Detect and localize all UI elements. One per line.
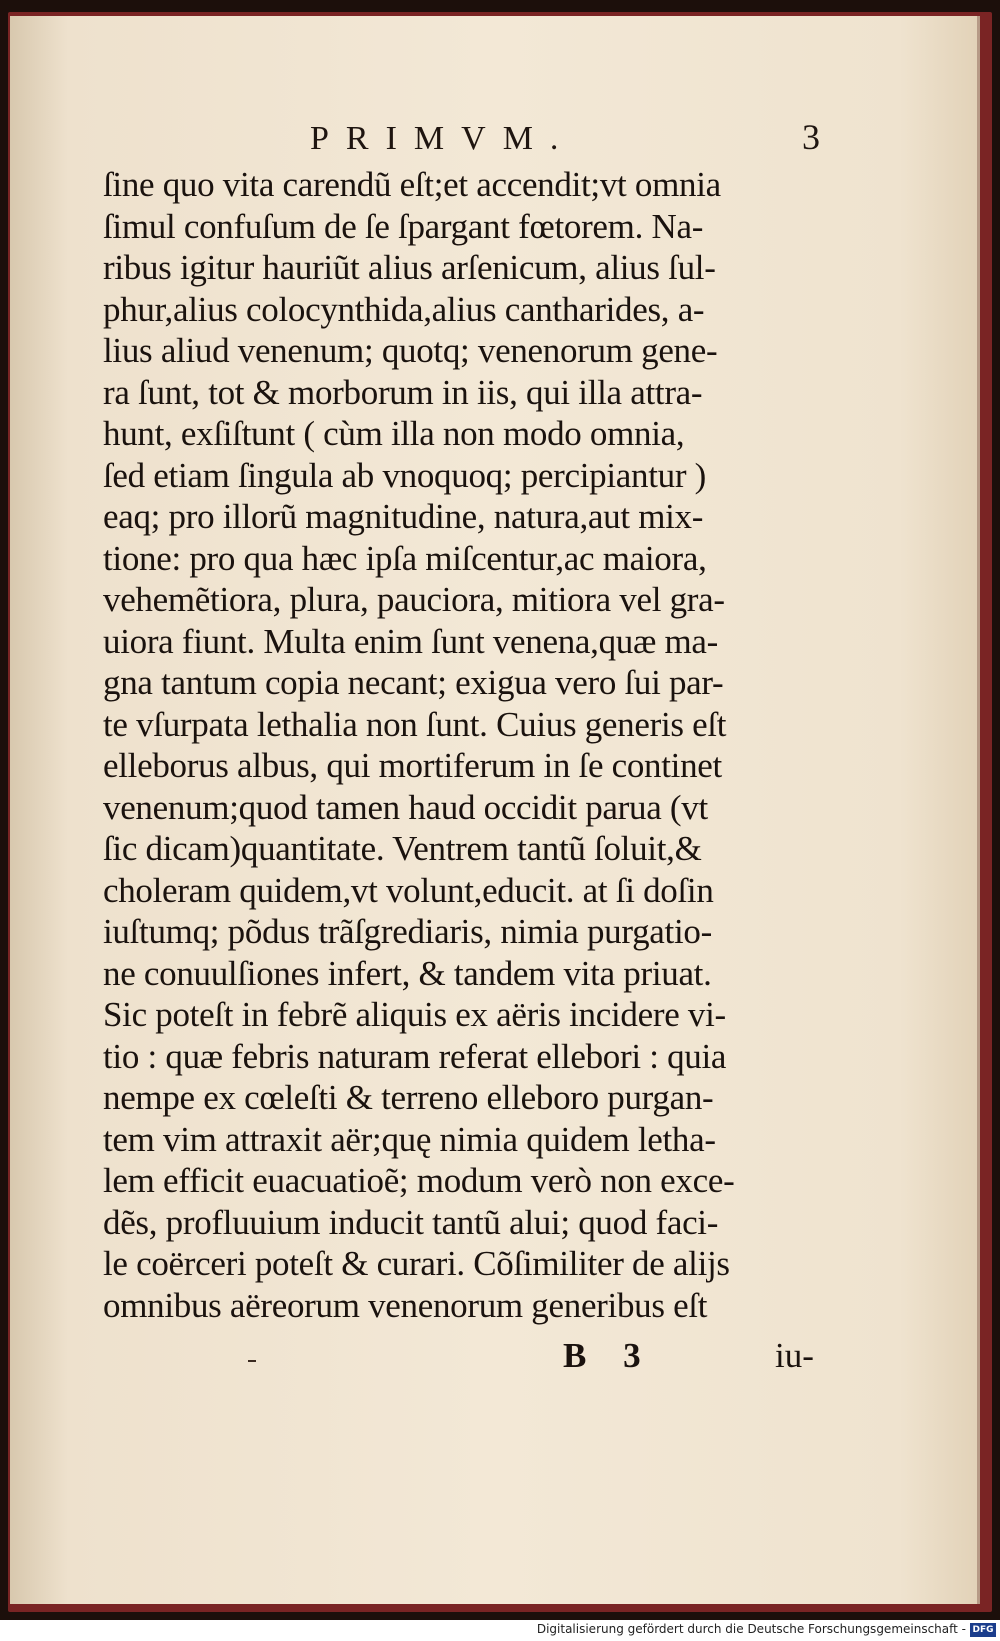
text-line: ne conuulſiones infert, & tandem vita priuat. [103,953,712,993]
text-line: tem vim attraxit aër;quę nimia quidem letha- [103,1119,716,1159]
text-line: lem efficit euacuatioẽ; modum verò non exce- [103,1161,735,1200]
ink-mark [248,1360,256,1362]
text-line: tio : quæ febris naturam referat ellebori : quia [103,1036,727,1076]
running-head [310,106,820,166]
text-line: choleram quidem,vt volunt,educit. at ſi doſin [103,870,714,910]
text-line: Sic poteſt in febrẽ aliquis ex aëris incidere vi- [103,995,726,1034]
text-line: elleborus albus, qui mortiferum in ſe continet [103,746,722,785]
text-line: omnibus aëreorum venenorum generibus eſt [103,1285,708,1325]
credit-bar [0,1620,1000,1641]
text-line: lius aliud venenum; quotq; venenorum gene- [103,331,718,370]
text-line: le coërceri poteſt & curari. Cõſimiliter de alijs [103,1244,730,1283]
text-line: phur,alius colocynthida,alius cantharides, a- [103,289,705,329]
text-line: eaq; pro illorũ magnitudine, natura,aut mix- [103,497,704,536]
running-head-title: PRIMVM. [310,120,576,157]
text-line: gna tantum copia necant; exigua vero ſui par- [103,663,724,702]
text-line: venenum;quod tamen haud occidit parua (vt [103,787,708,827]
text-line: ſic dicam)quantitate. Ventrem tantũ ſoluit,& [103,829,702,868]
text-line: dẽs, profluuium inducit tantũ alui; quod faci- [103,1202,719,1242]
signature-mark: B 3 [563,1336,655,1375]
page-footer [103,1330,833,1380]
text-line: ſine quo vita carendũ eſt;et accendit;vt omnia [103,165,721,204]
text-line: nempe ex cœleſti & terreno elleboro purgan- [103,1078,714,1117]
text-line: uiora fiunt. Multa enim ſunt venena,quæ ma- [103,621,719,661]
text-line: hunt, exſiſtunt ( cùm illa non modo omnia, [103,414,685,453]
text-line: ra ſunt, tot & morborum in iis, qui illa attra- [103,372,703,412]
book-page [10,16,980,1604]
body-text [103,164,833,1326]
text-line: ſed etiam ſingula ab vnoquoq; percipiantur ) [103,455,707,495]
funding-credit: Digitalisierung gefördert durch die Deutsche Forschungsgemeinschaft - [536,1622,966,1636]
text-line: te vſurpata lethalia non ſunt. Cuius generis eſt [103,704,727,744]
text-line: ſimul confuſum de ſe ſpargant fœtorem. Na- [103,206,704,246]
dfg-logo-icon[interactable]: DFG [970,1623,996,1637]
text-line: vehemẽtiora, plura, pauciora, mitiora vel gra- [103,580,725,619]
page-number: 3 [802,117,820,157]
catchword: iu- [775,1336,814,1375]
text-line: tione: pro qua hæc ipſa miſcentur,ac maiora, [103,538,707,578]
text-line: iuſtumq; põdus trãſgrediaris, nimia purgatio- [103,912,712,951]
text-line: ribus igitur hauriũt alius arſenicum, alius ſul- [103,248,716,287]
